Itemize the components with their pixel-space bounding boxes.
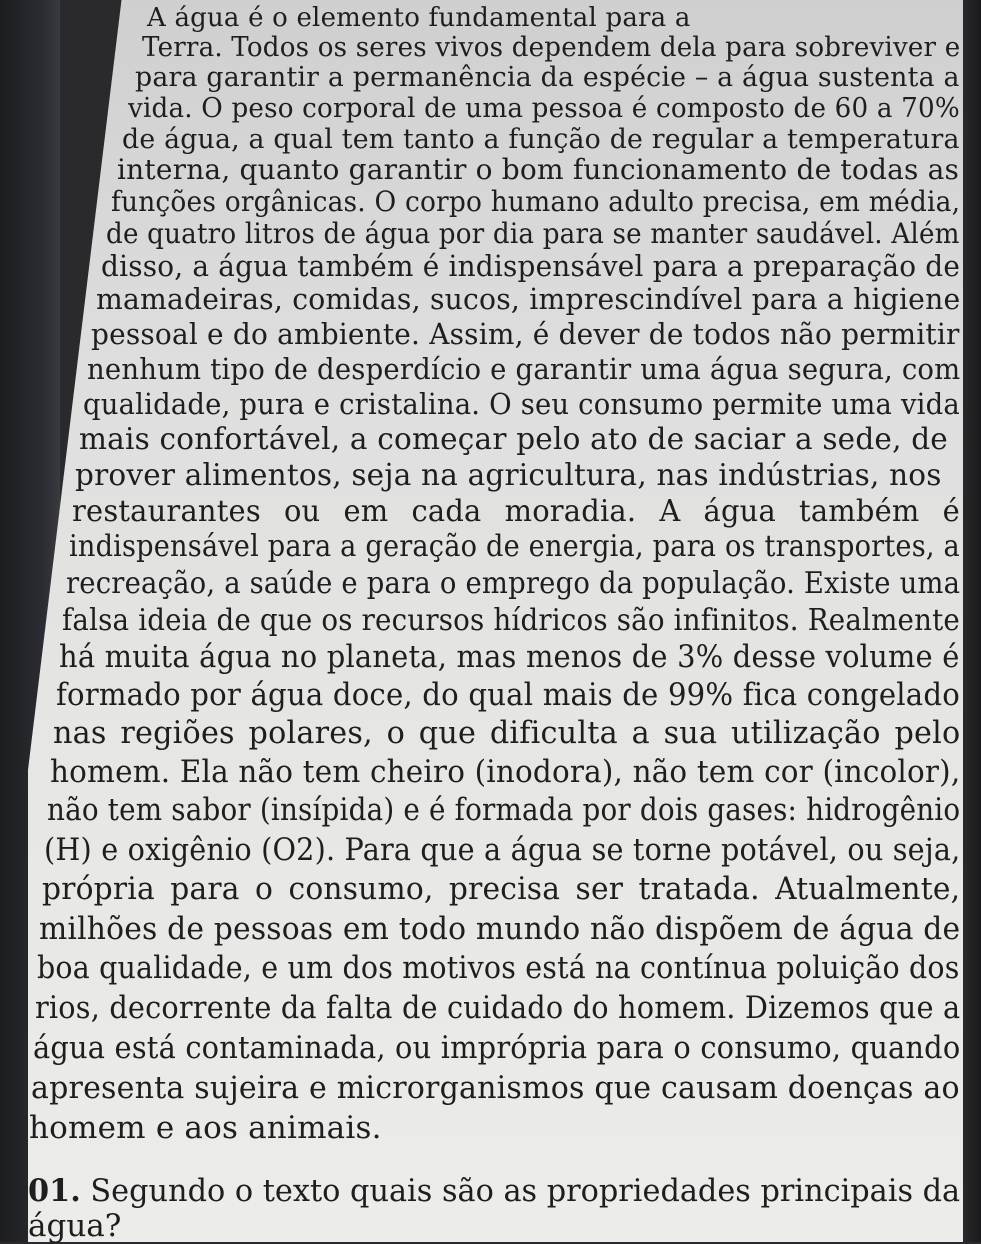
passage-line: falsa ideia de que os recursos hídricos são infinitos. Realmente (62, 603, 961, 638)
passage-line: funções orgânicas. O corpo humano adulto precisa, em média, (111, 185, 961, 218)
passage-line: nas regiões polares, o que dificulta a sua utilização pelo (53, 716, 961, 751)
passage-line: vida. O peso corporal de uma pessoa é composto de 60 a 70% (128, 92, 960, 124)
passage-line: restaurantes ou em cada moradia. A água também é (72, 494, 960, 528)
passage-line: apresenta sujeira e microrganismos que causam doenças ao (31, 1070, 960, 1106)
passage-line: própria para o consumo, precisa ser tratada. Atualmente, (42, 871, 961, 907)
passage-line: para garantir a permanência da espécie – a água sustenta a (135, 62, 960, 93)
passage-line: (H) e oxigênio (O2). Para que a água se torne potável, ou seja, (44, 832, 961, 868)
passage-line: mamadeiras, comidas, sucos, imprescindível para a higiene (96, 283, 961, 316)
passage-line: homem e aos animais. (29, 1110, 382, 1146)
passage-line: indispensável para a geração de energia, para os transportes, a (69, 529, 960, 564)
passage-line: prover alimentos, seja na agricultura, nas indústrias, nos (75, 458, 942, 492)
passage-line: há muita água no planeta, mas menos de 3% desse volume é (59, 640, 960, 675)
passage-line: mais confortável, a começar pelo ato de saciar a sede, de (79, 422, 948, 456)
passage-line: não tem sabor (insípida) e é formada por dois gases: hidrogênio (47, 793, 961, 828)
passage-line: pessoal e do ambiente. Assim, é dever de todos não permitir (91, 317, 960, 351)
question-number: 01. (28, 1173, 81, 1209)
question-01-continuation: água? (28, 1208, 122, 1244)
passage-line: rios, decorrente da falta de cuidado do homem. Dizemos que a (35, 990, 961, 1026)
passage-line: qualidade, pura e cristalina. O seu consumo permite uma vida (83, 387, 960, 421)
question-text: Segundo o texto quais são as propriedades principais da (90, 1173, 961, 1209)
passage-line: nenhum tipo de desperdício e garantir uma água segura, com (87, 352, 961, 386)
passage-line: água está contaminada, ou imprópria para o consumo, quando (33, 1030, 961, 1066)
passage-line: boa qualidade, e um dos motivos está na contínua poluição dos (37, 950, 960, 986)
passage-line: disso, a água também é indispensável para a preparação de (101, 250, 961, 283)
question-01 (28, 1173, 960, 1209)
passage-line: homem. Ela não tem cheiro (inodora), não tem cor (incolor), (50, 754, 961, 790)
passage-line: A água é o elemento fundamental para a (147, 3, 691, 33)
passage-line: interna, quanto garantir o bom funcionamento de todas as (117, 153, 960, 186)
passage-line: de quatro litros de água por dia para se manter saudável. Além (106, 217, 960, 250)
passage-line: recreação, a saúde e para o emprego da população. Existe uma (66, 566, 961, 601)
passage-line: milhões de pessoas em todo mundo não dispõem de água de (39, 911, 961, 947)
passage-line: de água, a qual tem tanto a função de regular a temperatura (122, 123, 960, 155)
passage-line: Terra. Todos os seres vivos dependem dela para sobreviver e (142, 32, 961, 63)
passage-line: formado por água doce, do qual mais de 99% fica congelado (56, 678, 960, 713)
